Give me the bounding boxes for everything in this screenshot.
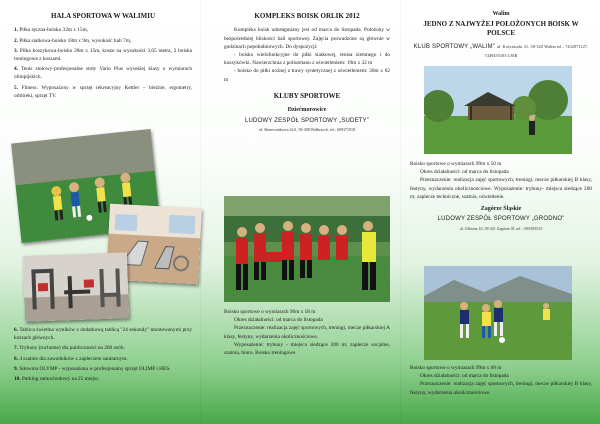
orlik-intro: Kompleks boisk udostępniany jest od marca do listopada. Położony w bezpośredniej bliskości hali sportowej. Zajęcia prowadzone są głównie w godzinach popołudniowych. Do dyspozycji: xyxy=(224,27,390,50)
grodno-club-name: LUDOWY ZESPÓŁ SPORTOWY „GRODNO” xyxy=(437,216,565,223)
sudety-details xyxy=(224,308,390,357)
hall-title: HALA SPORTOWA W WALIMIU xyxy=(50,12,156,20)
list-item: 2. Piłka siatkowa-boisko 18m x 9m, wysokość hali 7m, xyxy=(14,37,132,44)
grodno-match-photo xyxy=(424,266,572,360)
club-name: LUDOWY ZESPÓŁ SPORTOWY „SUDETY” xyxy=(244,117,370,124)
purpose: Przeznaczenie: realizacja zajęć sportowych, treningi, mecze piłkarskiej A klasy, festyny, wydarzenia okolicznościowe. xyxy=(224,325,390,340)
walim-club-name: KLUB SPORTOWY „WALIM” ul. Kościuszki 31, 58-320 Walim tel.: 7432071127, 7449455103 CSIR xyxy=(413,44,589,59)
walim-pitch-photo xyxy=(424,66,572,154)
list-item: 9. Siłownia OLYMP - wyposażona w profesjonalny sprzęt OLIMP i HES. xyxy=(14,365,171,372)
walim-activity: Okres działalności: od marca do listopada xyxy=(420,169,509,176)
list-item: 7. Trybuny (ruchome) dla publiczności na 200 osób. xyxy=(14,345,125,352)
grodno-pitch-size: Boisko sportowe o wymiarach 99m x 68 m xyxy=(410,365,502,371)
activity-period: Okres działalności: od marca do listopada xyxy=(234,317,323,324)
orlik-title: KOMPLEKS BOISK ORLIK 2012 xyxy=(254,12,360,20)
pitch-size: Boisko sportowe o wymiarach 96m x 58 m xyxy=(224,309,316,315)
grodno-town: Zagórze Śląskie xyxy=(480,206,522,213)
hall-features-list xyxy=(14,26,192,100)
club-address: ul. Słonecznikowa 42A, 58-308 Wałbrzych, tel.: 609371918 xyxy=(258,126,356,132)
grodno-activity: Okres działalności: od marca do listopada xyxy=(420,373,509,380)
list-item: 5. Fitness. Wyposażony w sprzęt rekreacyjny Kettler – bieżnie, ergometry, orbitreki, sprzęt TV. xyxy=(14,84,192,99)
orlik-court-2: - boisko do piłki nożnej z trawy syntetycznej z oświetleniem: 30m x 62 m xyxy=(224,68,390,83)
walim-details xyxy=(410,160,592,236)
grodno-purpose: Przeznaczenie: realizacja zajęć sportowych, treningi, mecze piłkarskiej B klasy, festyny, wydarzenia okolicznościowe. xyxy=(410,381,592,396)
hall-features-list-continued xyxy=(14,326,192,385)
grodno-details xyxy=(410,364,592,397)
sudety-team-photo xyxy=(224,196,390,302)
walim-place: Walim xyxy=(492,11,510,17)
list-item: 10. Parking samochodowy na 25 miejsc. xyxy=(14,376,100,383)
gym-equipment-photo xyxy=(23,252,129,322)
walim-purpose: Przeznaczenie: realizacja zajęć sportowych, treningi, mecze piłkarskiej B klasy, festyny, wydarzenia okolicznościowe. Wyposażenie: trybuny- miejsca siedzące 200 m; zaplecze techniczne, szatnia, oświetlenie. xyxy=(410,177,592,200)
list-item: 1. Piłka ręczna-boisko 32m x 15m, xyxy=(14,27,89,34)
town-name: Dziećmorowice xyxy=(287,107,327,114)
list-item: 6. Tablica świetlna wyników z dodatkową tablicą "24 sekundy" montowanymi przy koszach głównych. xyxy=(14,327,192,342)
list-item: 3. Piłka koszykowa-boisko 28m x 15m, kosze na wysokości 3,05 metra, 2 boiska treningowe z koszami. xyxy=(14,47,192,62)
orlik-court-1: - boisko wielofunkcyjne do piłki siatkowej, tenisa ziemnego i do koszykówki. Nawierzchnia z poliuretanu z oświetleniem: 19m x 32 m xyxy=(224,52,390,67)
list-item: 8. 4 szatnie dla zawodników z zapleczem sanitarnym. xyxy=(14,355,128,362)
walim-title: JEDNO Z NAJWYŻEJ POŁOŻONYCH BOISK W POLSCE xyxy=(423,20,579,37)
list-item: 4. Tenis stołowy-profesjonalne stoły Vario Plus wysokiej klasy o wymiarach olimpijskich. xyxy=(14,66,192,81)
right-panel xyxy=(400,0,600,424)
grodno-address: ul. Główna 10, 58-321 Zagórze Śl. tel. : 693393515 xyxy=(459,225,543,231)
walim-pitch-size: Boisko sportowe o wymiarach 99m x 50 m xyxy=(410,161,502,167)
equipment: Wyposażenie: trybuny - miejsca siedzące 200 m; zaplecze socjalne, szatnia, biuro. Boisko treningowe. xyxy=(224,341,390,357)
middle-panel xyxy=(200,0,400,424)
clubs-heading: KLUBY SPORTOWE xyxy=(273,91,341,100)
